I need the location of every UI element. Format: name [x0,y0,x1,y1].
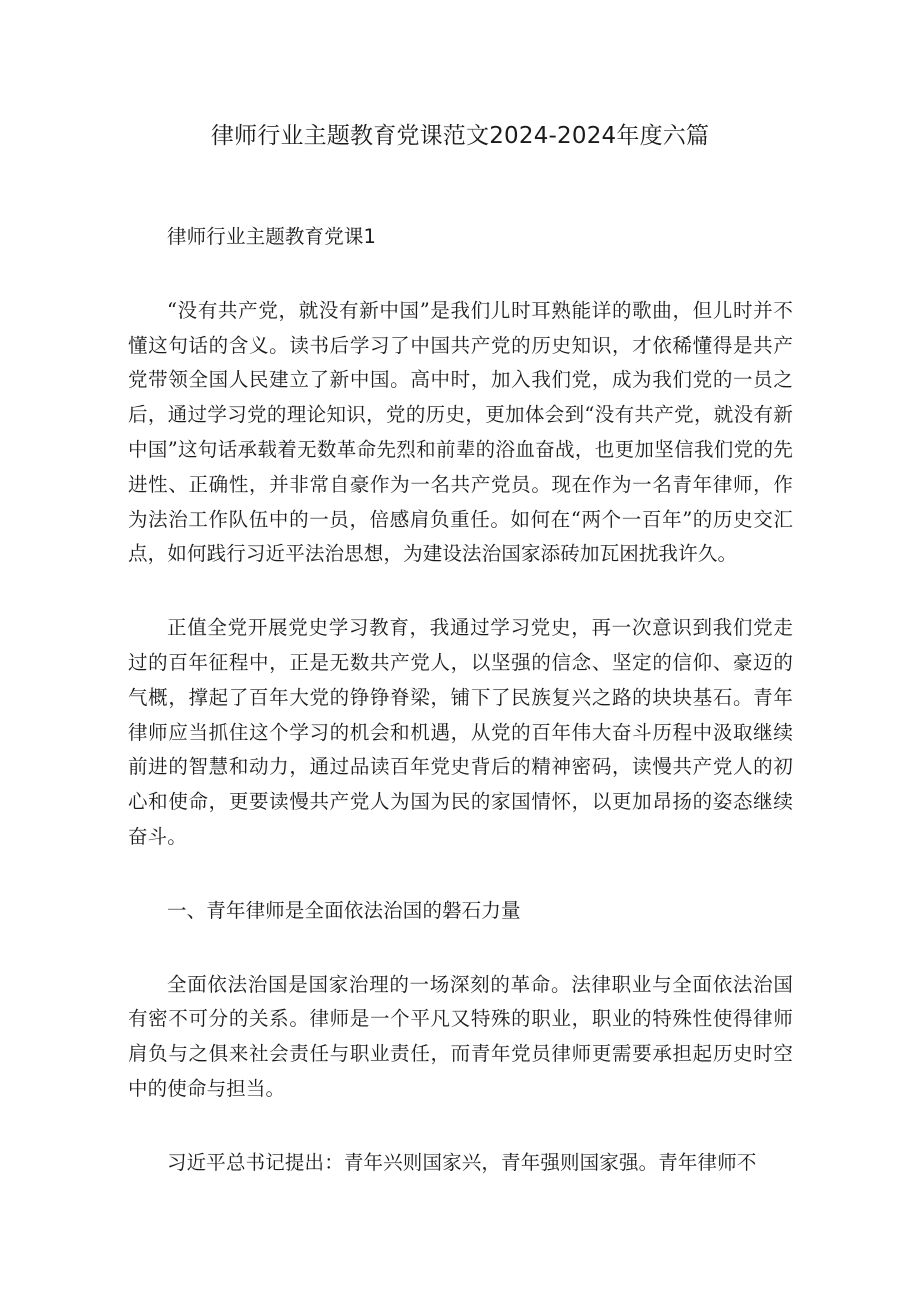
paragraph-gap [128,855,793,894]
paragraph-gap [128,1107,793,1146]
paragraph-3: 全面依法治国是国家治理的一场深刻的革命。法律职业与全面依法治国有密不可分的关系。律师是一个平凡又特殊的职业，职业的特殊性使得律师肩负与之俱来社会责任与职业责任，而青年党员律师更需要承担起历史时空中的使命与担当。 [128,972,793,1100]
paragraph-gap [128,572,793,611]
paragraph-2: 正值全党开展党史学习教育，我通过学习党史，再一次意识到我们党走过的百年征程中，正是无数共产党人，以坚强的信念、坚定的信仰、豪迈的气概，撑起了百年大党的铮铮脊梁，铺下了民族复兴之路的块块基石。青年律师应当抓住这个学习的机会和机遇，从党的百年伟大奋斗历程中汲取继续前进的智慧和动力，通过品读百年党史背后的精神密码，读慢共产党人的初心和使命，更要读慢共产党人为国为民的家国情怀，以更加昂扬的姿态继续奋斗。 [128,616,793,848]
paragraph-4: 习近平总书记提出：青年兴则国家兴，青年强则国家强。青年律师不 [167,1150,757,1174]
document-title: 律师行业主题教育党课范文2024-2024年度六篇 [210,123,710,149]
paragraph-gap [128,929,793,968]
document-body [128,220,793,1181]
paragraph-gap [128,255,793,294]
paragraph-1: “没有共产党，就没有新中国”是我们儿时耳熟能详的歌曲，但儿时并不懂这句话的含义。读书后学习了中国共产党的历史知识，才依稀懂得是共产党带领全国人民建立了新中国。高中时，加入我们党，成为我们党的一员之后，通过学习党的理论知识，党的历史，更加体会到“没有共产党，就没有新中国”这句话承载着无数革命先烈和前辈的浴血奋战，也更加坚信我们党的先进性、正确性，并非常自豪作为一名共产党员。现在作为一名青年律师，作为法治工作队伍中的一员，倍感肩负重任。如何在“两个一百年”的历史交汇点，如何践行习近平法治思想，为建设法治国家添砖加瓦困扰我许久。 [128,298,793,566]
subheading: 一、青年律师是全面依法治国的磐石力量 [167,898,521,922]
section-title: 律师行业主题教育党课1 [167,225,377,248]
